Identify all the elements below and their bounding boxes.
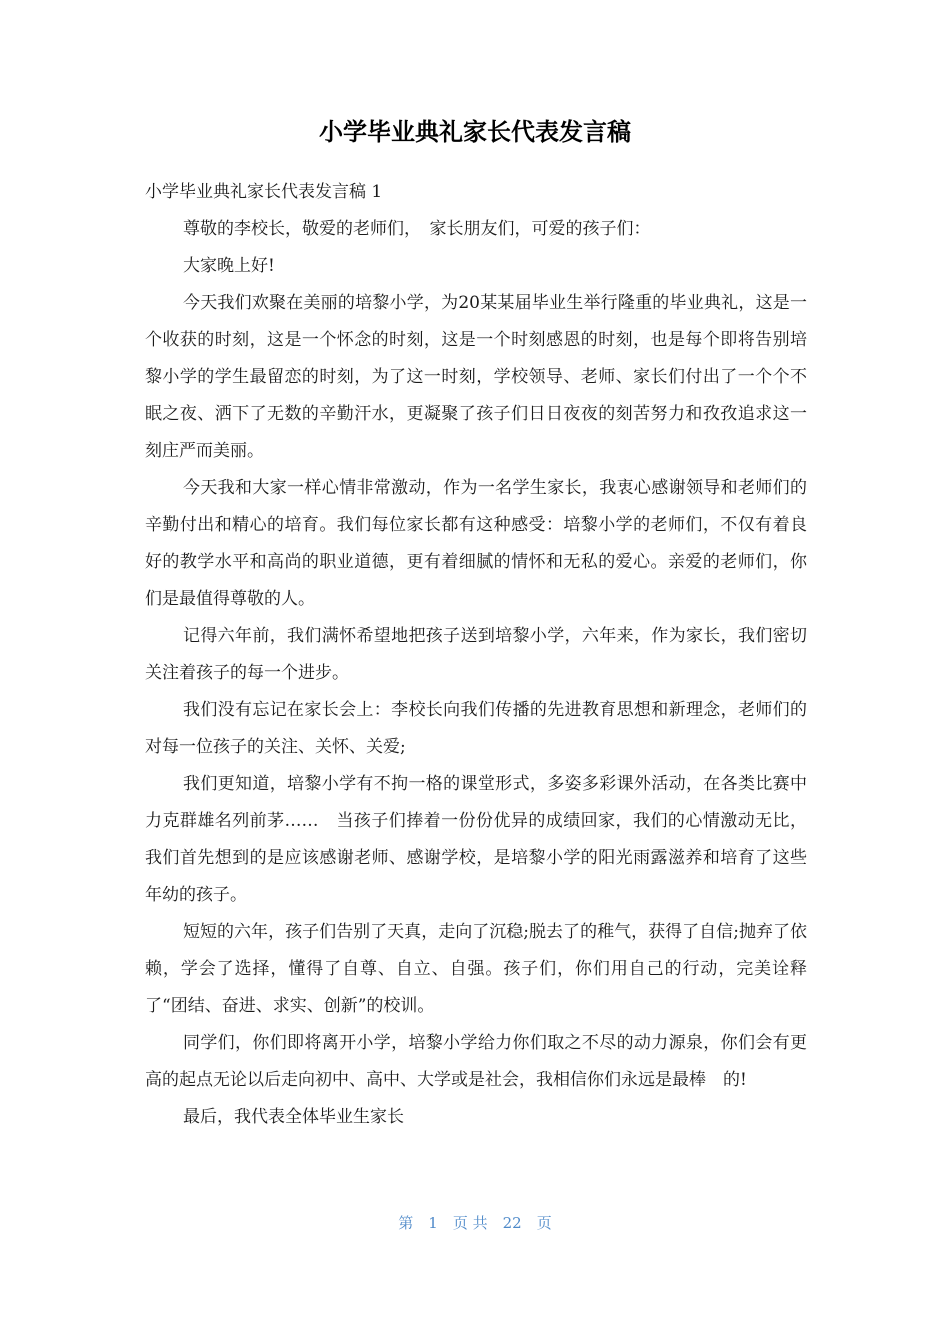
paragraph-greeting: 大家晚上好! [183, 256, 275, 276]
document-body [145, 174, 807, 1136]
paragraph-closing: 最后，我代表全体毕业生家长 [183, 1107, 404, 1127]
paragraph-gathering: 今天我们欢聚在美丽的培黎小学，为20某某届毕业生举行隆重的毕业典礼，这是一个收获的时刻，这是一个怀念的时刻，这是一个时刻感恩的时刻，也是每个即将告别培黎小学的学生最留恋的时刻，为了这一时刻，学校领导、老师、家长们付出了一个个不眠之夜、洒下了无数的辛勤汗水，更凝聚了孩子们日日夜夜的刻苦努力和孜孜追求这一刻庄严而美丽。 [145, 293, 807, 461]
document-title: 小学毕业典礼家长代表发言稿 [319, 118, 631, 146]
paragraph-parent-meeting: 我们没有忘记在家长会上：李校长向我们传播的先进教育思想和新理念，老师们的对每一位孩子的关注、关怀、关爱; [145, 700, 807, 757]
paragraph-gratitude: 今天我和大家一样心情非常激动，作为一名学生家长，我衷心感谢领导和老师们的辛勤付出和精心的培育。我们每位家长都有这种感受：培黎小学的老师们，不仅有着良好的教学水平和高尚的职业道德，更有着细腻的情怀和无私的爱心。亲爱的老师们，你们是最值得尊敬的人。 [145, 478, 807, 609]
paragraph-school-activities: 我们更知道，培黎小学有不拘一格的课堂形式，多姿多彩课外活动，在各类比赛中力克群雄名列前茅…… 当孩子们捧着一份份优异的成绩回家，我们的心情激动无比，我们首先想到的是应该感谢老师、感谢学校，是培黎小学的阳光雨露滋养和培育了这些年幼的孩子。 [145, 774, 807, 905]
paragraph-six-years-ago: 记得六年前，我们满怀希望地把孩子送到培黎小学，六年来，作为家长，我们密切关注着孩子的每一个进步。 [145, 626, 807, 683]
paragraph-six-years-growth: 短短的六年，孩子们告别了天真，走向了沉稳;脱去了的稚气，获得了自信;抛弃了依赖，学会了选择，懂得了自尊、自立、自强。孩子们，你们用自己的行动，完美诠释了“团结、奋进、求实、创新”的校训。 [145, 922, 807, 1016]
document-subtitle: 小学毕业典礼家长代表发言稿 1 [145, 182, 383, 202]
paragraph-students: 同学们，你们即将离开小学，培黎小学给力你们取之不尽的动力源泉，你们会有更高的起点无论以后走向初中、高中、大学或是社会，我相信你们永远是最棒 的! [145, 1033, 807, 1090]
page-number-footer: 第 1 页 共 22 页 [398, 1214, 552, 1232]
paragraph-salutation: 尊敬的李校长，敬爱的老师们， 家长朋友们，可爱的孩子们： [183, 219, 651, 239]
